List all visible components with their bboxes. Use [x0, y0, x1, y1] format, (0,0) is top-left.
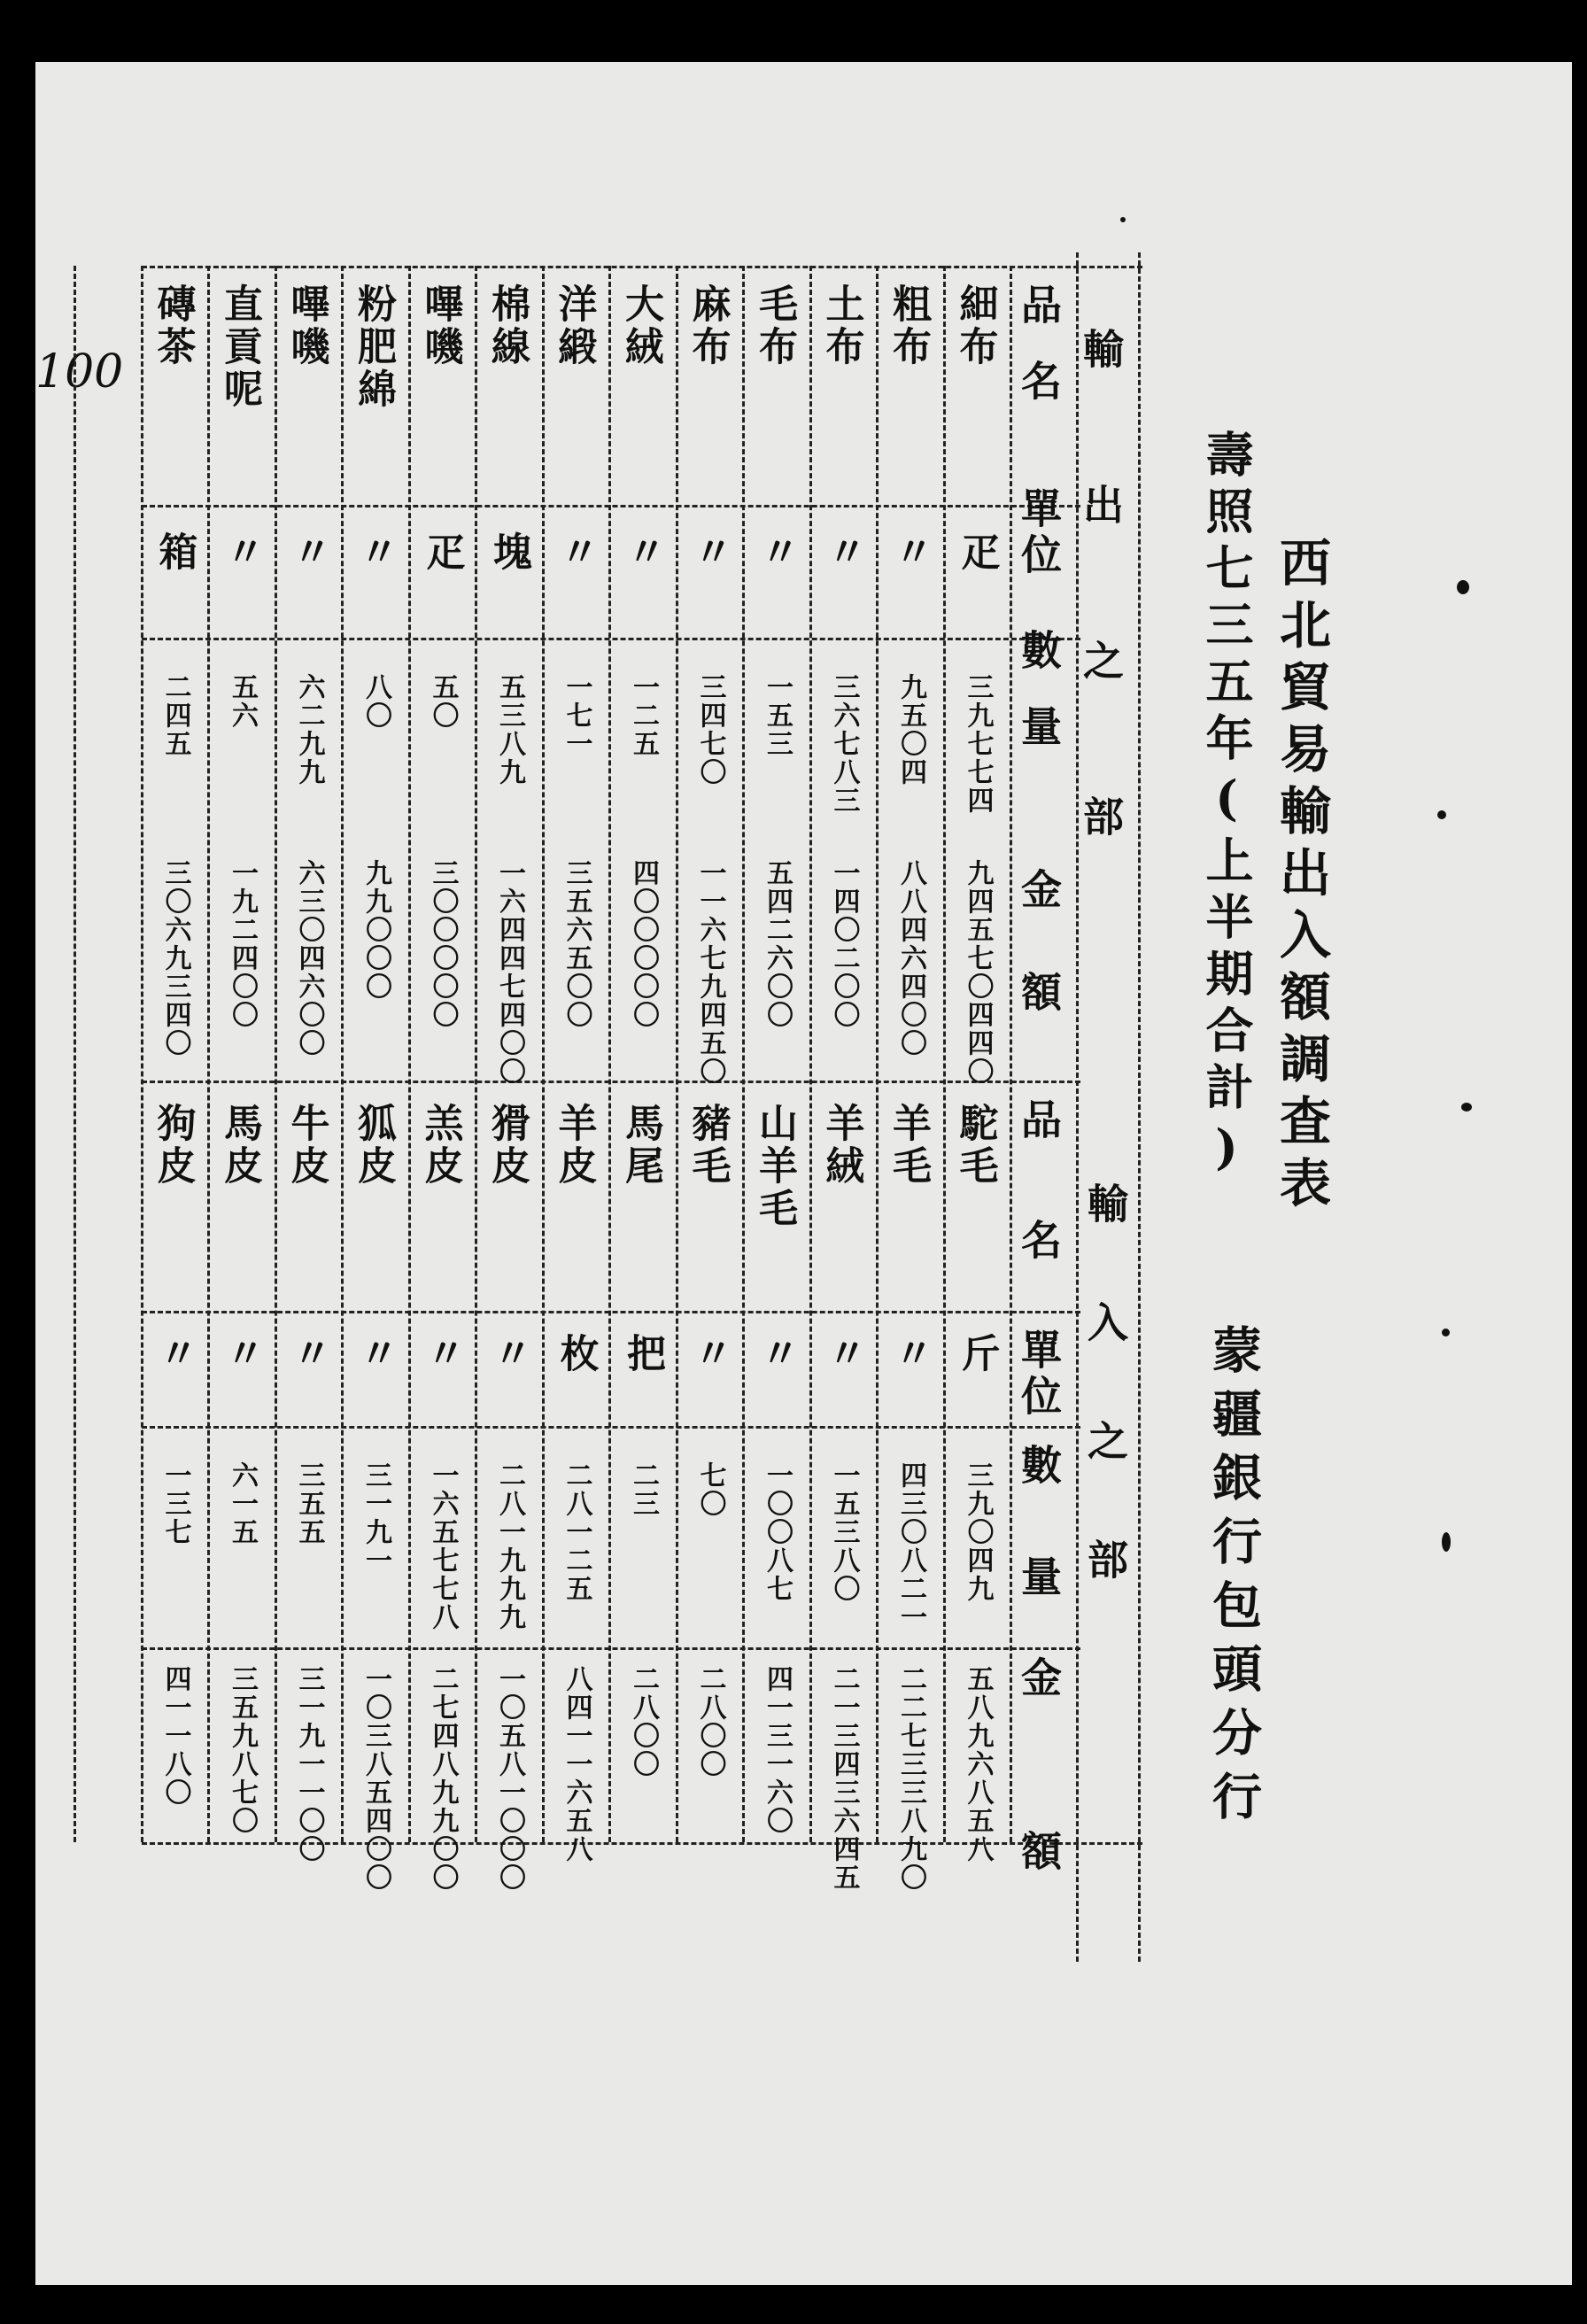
item-unit: 〃	[219, 1333, 264, 1375]
item-name: 土布	[818, 283, 864, 368]
item-quantity: 五〇	[427, 673, 459, 730]
item-quantity: 八〇	[360, 673, 391, 730]
item-amount: 三〇六九三四〇	[159, 859, 191, 1057]
import-header-unit: 單位	[1015, 1329, 1063, 1421]
table-rule	[74, 266, 76, 1842]
table-rule	[142, 638, 1080, 640]
item-name: 猾皮	[484, 1103, 530, 1188]
item-name: 棉線	[484, 283, 530, 368]
item-amount: 四一一八〇	[159, 1665, 191, 1807]
item-name: 羊毛	[886, 1103, 931, 1188]
speck	[1442, 1532, 1451, 1552]
table-rule	[207, 266, 210, 1842]
item-amount: 一〇三八五四〇〇	[360, 1665, 391, 1892]
item-name: 羊絨	[818, 1103, 864, 1188]
item-quantity: 六一五	[227, 1461, 258, 1546]
item-unit: 〃	[754, 531, 799, 574]
item-unit: 〃	[686, 531, 732, 574]
item-unit: 〃	[352, 531, 398, 574]
item-name: 豬毛	[685, 1103, 731, 1188]
item-name: 牛皮	[283, 1103, 329, 1188]
item-unit: 〃	[620, 531, 665, 574]
table-rule	[142, 1311, 1080, 1313]
item-quantity: 九五〇四	[895, 673, 926, 786]
table-rule	[275, 266, 277, 1842]
item-quantity: 四三〇八二一	[895, 1461, 926, 1631]
item-unit: 〃	[887, 531, 933, 574]
item-amount: 三〇〇〇〇〇	[427, 859, 459, 1029]
table-rule	[876, 266, 879, 1842]
item-amount: 一〇五八一〇〇〇	[494, 1665, 525, 1892]
document-page	[35, 62, 1572, 2285]
speck	[1442, 1329, 1450, 1336]
item-quantity: 五三八九	[494, 673, 525, 786]
issuer-name: 蒙疆銀行包頭分行	[1204, 1324, 1263, 1834]
item-amount: 九四五七〇四四〇	[962, 859, 994, 1086]
item-name: 大絨	[618, 283, 663, 368]
item-unit: 〃	[352, 1333, 398, 1375]
table-rule	[142, 1081, 1080, 1083]
item-amount: 二八〇〇	[694, 1665, 726, 1778]
item-unit: 〃	[820, 531, 866, 574]
table-rule	[1138, 252, 1141, 1962]
item-quantity: 一七一	[561, 673, 592, 758]
item-name: 羔皮	[417, 1103, 463, 1188]
table-rule	[142, 1647, 1080, 1650]
table-rule	[142, 266, 1142, 268]
item-quantity: 五六	[227, 673, 258, 730]
item-name: 洋緞	[551, 283, 597, 368]
table-rule	[542, 266, 545, 1842]
export-header-quantity: 數量	[1015, 629, 1063, 781]
item-unit: 〃	[285, 531, 331, 574]
item-name: 直貢呢	[217, 283, 262, 411]
item-amount: 一一六七九四五〇	[694, 859, 726, 1086]
item-amount: 五八九六八五八	[962, 1665, 994, 1863]
item-unit: 〃	[820, 1333, 866, 1375]
table-rule	[142, 505, 1080, 507]
item-unit: 〃	[419, 1333, 465, 1375]
item-unit: 〃	[151, 1333, 197, 1375]
item-amount: 三五六五〇〇	[561, 859, 592, 1029]
export-header-amount: 金額	[1015, 868, 1063, 1073]
item-name: 磚茶	[150, 283, 196, 368]
document-title: 西北貿易輸出入額調査表	[1271, 536, 1331, 1218]
item-amount: 九九〇〇〇	[360, 859, 391, 1001]
item-unit: 斤	[954, 1333, 1000, 1375]
export-section-title: 輸出之部	[1077, 328, 1125, 951]
item-name: 嗶嘰	[283, 283, 329, 368]
page-number: 100	[35, 345, 124, 399]
item-name: 麻布	[685, 283, 731, 368]
table-rule	[408, 266, 411, 1842]
table-rule	[608, 266, 611, 1842]
item-name: 馬尾	[618, 1103, 663, 1188]
table-rule	[141, 266, 143, 1842]
item-unit: 〃	[686, 1333, 732, 1375]
table-rule	[1010, 266, 1012, 1842]
document-subtitle: 壽照七三五年(上半期合計)	[1198, 430, 1255, 1184]
item-quantity: 三五五	[293, 1461, 325, 1546]
table-rule	[676, 266, 678, 1842]
item-amount: 八八四六四〇〇	[895, 859, 926, 1057]
item-unit: 枚	[553, 1333, 599, 1375]
item-name: 細布	[952, 283, 998, 368]
item-name: 粉肥綿	[351, 283, 396, 411]
item-quantity: 一三七	[159, 1461, 191, 1546]
item-amount: 四一三一六〇	[762, 1665, 793, 1835]
item-unit: 塊	[486, 531, 531, 574]
speck	[1461, 1103, 1472, 1112]
item-name: 粗布	[886, 283, 931, 368]
item-amount: 一九二四〇〇	[227, 859, 258, 1029]
item-quantity: 一六五七七八	[427, 1461, 459, 1631]
item-quantity: 三四七〇	[694, 673, 726, 786]
table-rule	[943, 266, 946, 1842]
item-amount: 三一九一一〇〇	[293, 1665, 325, 1863]
item-unit: 〃	[285, 1333, 331, 1375]
item-amount: 二八〇〇	[628, 1665, 659, 1778]
item-amount: 五四二六〇〇	[762, 859, 793, 1029]
import-section-title: 輸入之部	[1081, 1182, 1129, 1657]
item-amount: 三五九八七〇	[227, 1665, 258, 1835]
item-quantity: 一五三八〇	[828, 1461, 860, 1603]
item-amount: 一四〇二〇〇	[828, 859, 860, 1029]
item-unit: 〃	[219, 531, 264, 574]
item-amount: 八四一一六五八	[561, 1665, 592, 1863]
speck	[1437, 810, 1446, 819]
item-quantity: 三九七七四	[962, 673, 994, 815]
item-quantity: 一二五	[628, 673, 659, 758]
import-header-amount: 金額	[1015, 1656, 1063, 2003]
item-quantity: 三一九一	[360, 1461, 391, 1575]
export-header-unit: 單位	[1015, 487, 1063, 579]
item-amount: 四〇〇〇〇〇	[628, 859, 659, 1029]
item-unit: 〃	[887, 1333, 933, 1375]
item-name: 羊皮	[551, 1103, 597, 1188]
import-header-quantity: 數量	[1015, 1444, 1063, 1667]
item-name: 毛布	[752, 283, 797, 368]
item-quantity: 二三	[628, 1461, 659, 1518]
item-quantity: 二四五	[159, 673, 191, 758]
item-amount: 二二七三三八九〇	[895, 1665, 926, 1892]
item-quantity: 三六七八三	[828, 673, 860, 815]
item-quantity: 三九〇四九	[962, 1461, 994, 1603]
item-amount: 六三〇四六〇〇	[293, 859, 325, 1057]
speck	[1457, 580, 1469, 594]
item-quantity: 七〇	[694, 1461, 726, 1518]
item-unit: 〃	[754, 1333, 799, 1375]
item-amount: 二一三四三六四五	[828, 1665, 860, 1892]
table-rule	[475, 266, 477, 1842]
table-rule	[142, 1426, 1080, 1429]
item-unit: 箱	[151, 531, 197, 574]
item-unit: 〃	[553, 531, 599, 574]
item-name: 嗶嘰	[417, 283, 463, 368]
table-rule	[1076, 252, 1079, 1962]
item-amount: 一六四四七四〇〇	[494, 859, 525, 1086]
item-quantity: 一〇〇八七	[762, 1461, 793, 1603]
import-header-name: 品名	[1015, 1098, 1063, 1339]
item-unit: 疋	[419, 531, 465, 574]
item-quantity: 六二九九	[293, 673, 325, 786]
table-rule	[341, 266, 344, 1842]
speck	[1120, 217, 1126, 222]
table-rule	[809, 266, 812, 1842]
item-name: 山羊毛	[752, 1103, 797, 1230]
item-quantity: 二八一九九九	[494, 1461, 525, 1631]
item-unit: 把	[620, 1333, 665, 1375]
item-quantity: 二八一二五	[561, 1461, 592, 1603]
item-quantity: 一五三	[762, 673, 793, 758]
item-unit: 疋	[954, 531, 1000, 574]
export-header-name: 品名	[1015, 283, 1063, 436]
item-unit: 〃	[486, 1333, 531, 1375]
item-name: 狗皮	[150, 1103, 196, 1188]
item-name: 駝毛	[952, 1103, 998, 1188]
item-name: 狐皮	[351, 1103, 396, 1188]
item-name: 馬皮	[217, 1103, 262, 1188]
table-rule	[742, 266, 745, 1842]
item-amount: 二七四八九九〇〇	[427, 1665, 459, 1892]
